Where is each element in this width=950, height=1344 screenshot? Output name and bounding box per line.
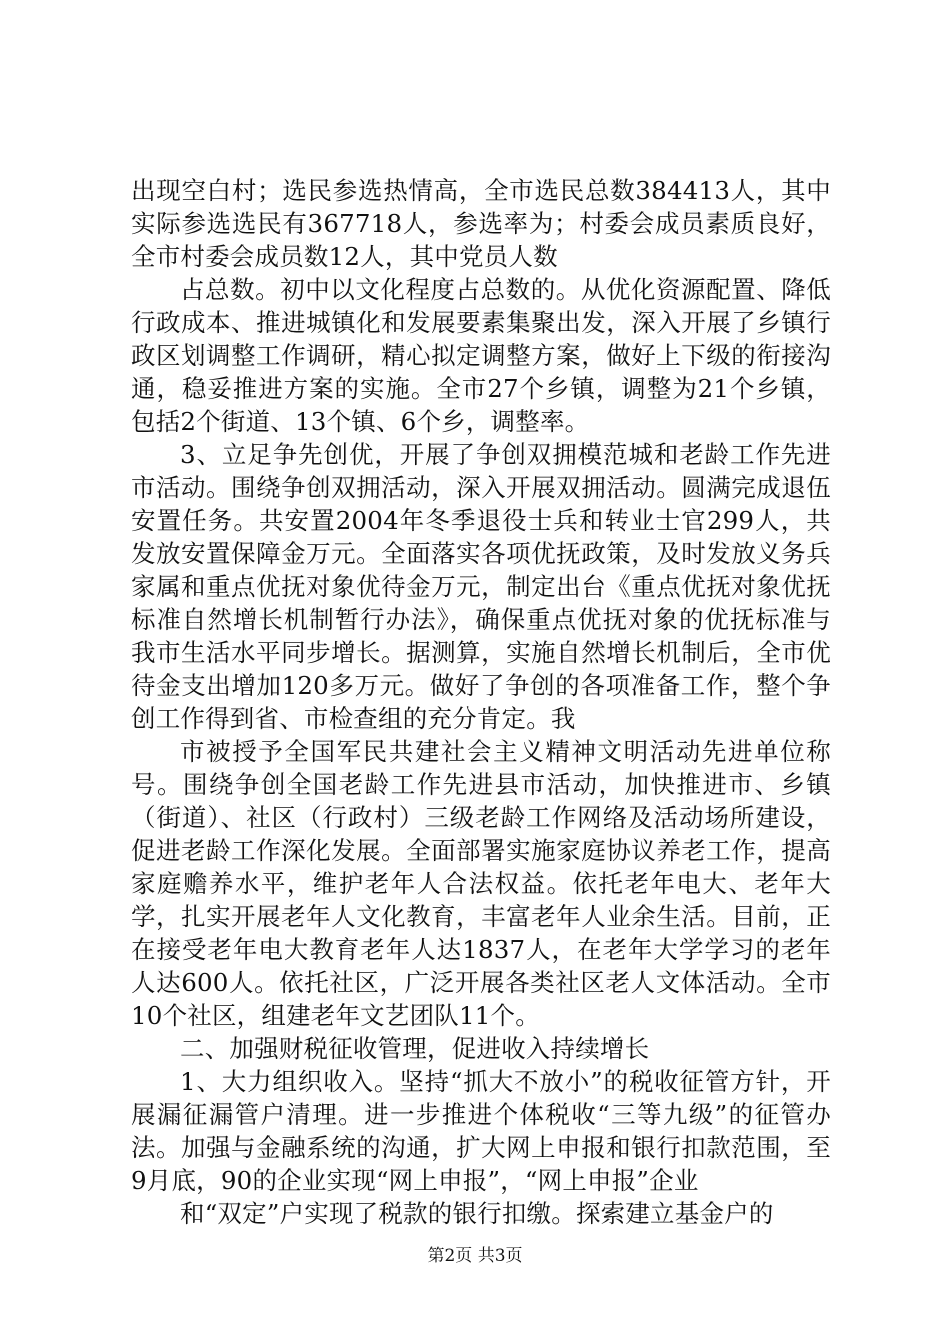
section-heading: 二、加强财税征收管理，促进收入持续增长: [180, 1034, 650, 1063]
paragraph-4: 市被授予全国军民共建社会主义精神文明活动先进单位称号。围绕争创全国老龄工作先进县市活动，加快推进市、乡镇（街道）、社区（行政村）三级老龄工作网络及活动场所建设，促进老龄工作深化发展。全面部署实施家庭协议养老工作，提高家庭赡养水平，维护老年人合法权益。依托老年电大、老年大学，扎实开展老年人文化教育，丰富老年人业余生活。目前，正在接受老年电大教育老年人达1837人，在老年大学学习的老年人达600人。依托社区，广泛开展各类社区老人文体活动。全市10个社区，组建老年文艺团队11个。: [131, 737, 831, 1030]
paragraph-6: 和“双定”户实现了税款的银行扣缴。探索建立基金户的: [180, 1199, 774, 1228]
paragraph-5: 1、大力组织收入。坚持“抓大不放小”的税收征管方针，开展漏征漏管户清理。进一步推进个体税收“三等九级”的征管办法。加强与金融系统的沟通，扩大网上申报和银行扣款范围，至9月底，90的企业实现“网上申报”，“网上申报”企业: [131, 1067, 831, 1195]
paragraph-3: 3、立足争先创优，开展了争创双拥模范城和老龄工作先进市活动。围绕争创双拥活动，深入开展双拥活动。圆满完成退伍安置任务。共安置2004年冬季退役士兵和转业士官299人，共发放安置保障金万元。全面落实各项优抚政策，及时发放义务兵家属和重点优抚对象优待金万元，制定出台《重点优抚对象优抚标准自然增长机制暂行办法》，确保重点优抚对象的优抚标准与我市生活水平同步增长。据测算，实施自然增长机制后，全市优待金支出增加120多万元。做好了争创的各项准备工作，整个争创工作得到省、市检查组的充分肯定。我: [131, 440, 831, 733]
page-footer: 第2页 共3页: [427, 1246, 523, 1266]
paragraph-2: 占总数。初中以文化程度占总数的。从优化资源配置、降低行政成本、推进城镇化和发展要素集聚出发，深入开展了乡镇行政区划调整工作调研，精心拟定调整方案，做好上下级的衔接沟通，稳妥推进方案的实施。全市27个乡镇，调整为21个乡镇，包括2个街道、13个镇、6个乡，调整率。: [131, 275, 831, 436]
paragraph-1: 出现空白村；选民参选热情高，全市选民总数384413人，其中实际参选选民有367718人，参选率为；村委会成员素质良好，全市村委会成员数12人，其中党员人数: [131, 176, 831, 271]
document-body: [131, 174, 831, 1230]
